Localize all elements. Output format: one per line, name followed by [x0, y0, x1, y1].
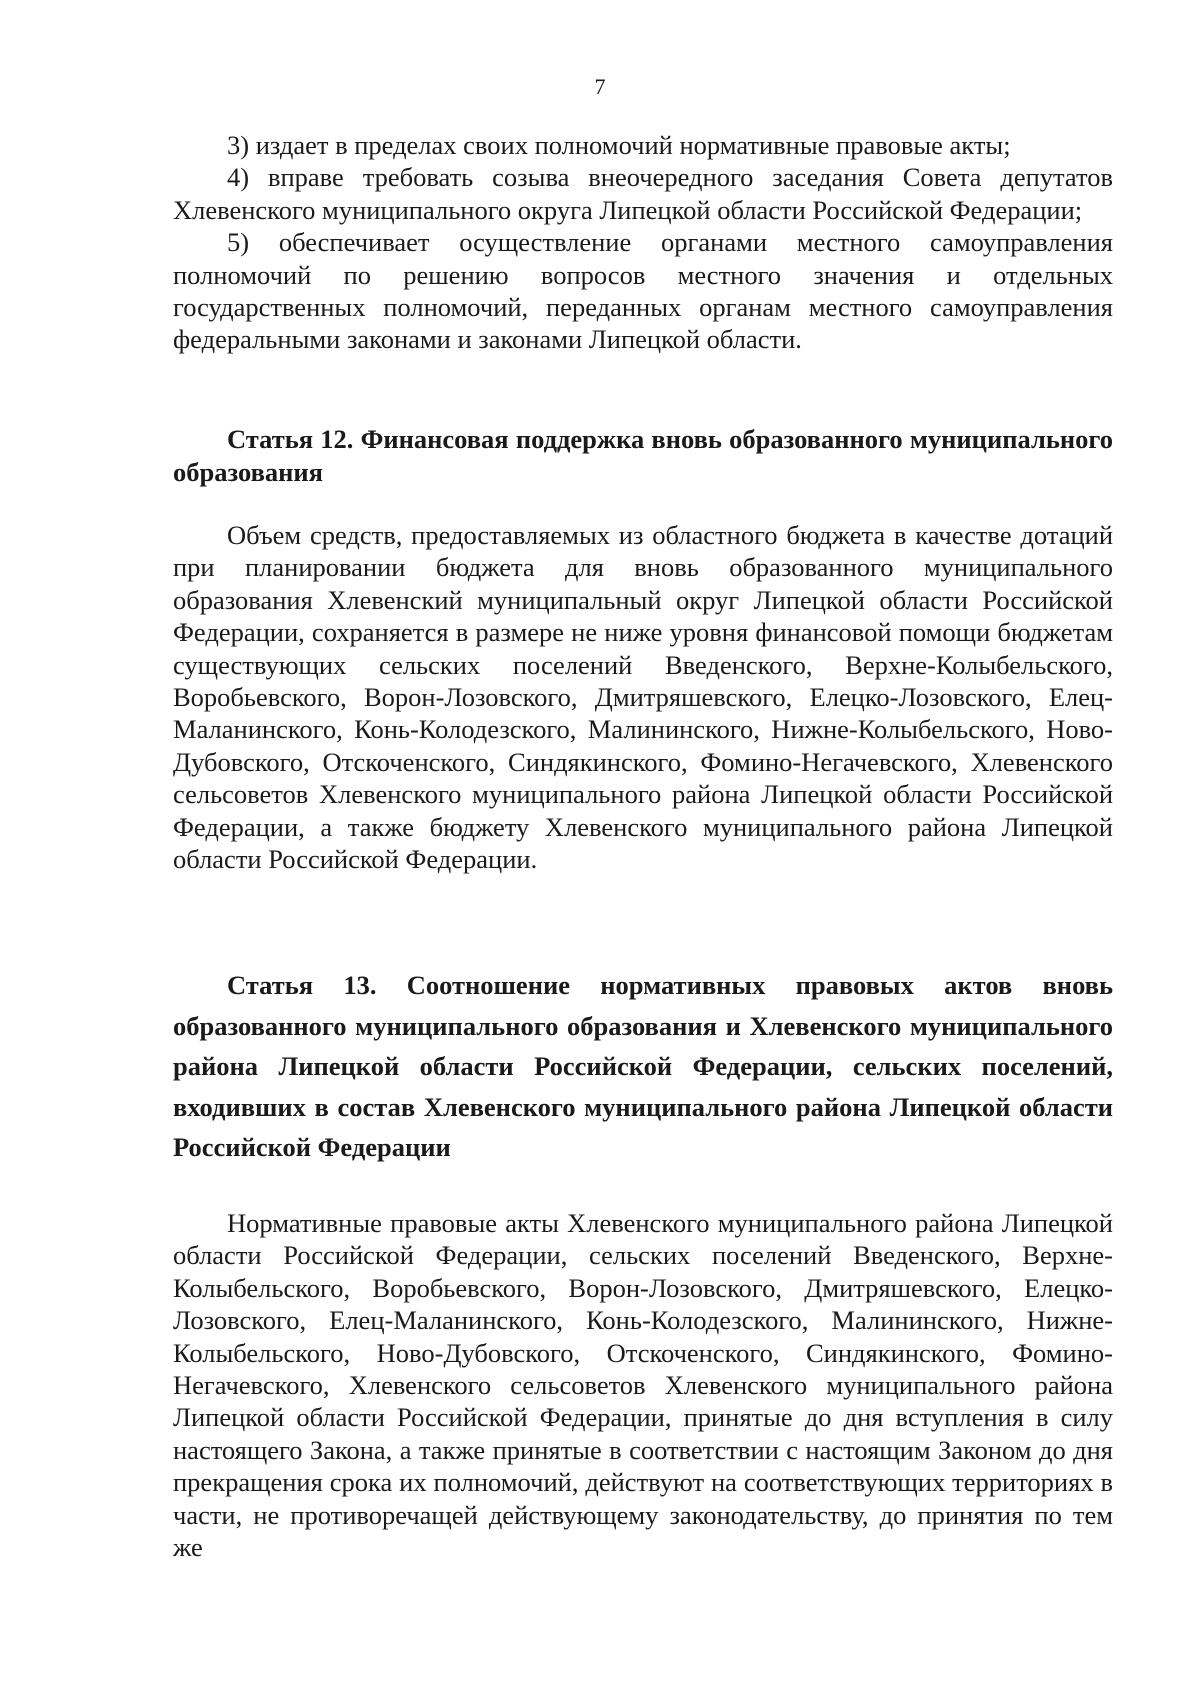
article-12-paragraph: Объем средств, предоставляемых из областного бюджета в качестве дотаций при планировании бюджета для вновь образованного муниципального образования Хлевенский муниципальный округ Липецкой области Российской Федерации, сохраняется в размере не ниже уровня финансовой помощи бюджетам существующих сельских поселений Введенского, Верхне-Колыбельского, Воробьевского, Ворон-Лозовского, Дмитряшевского, Елецко-Лозовского, Елец-Маланинского, Конь-Колодезского, Малининского, Нижне-Колыбельского, Ново-Дубовского, Отскоченского, Синдякинского, Фомино-Негачевского, Хлевенского сельсоветов Хлевенского муниципального района Липецкой области Российской Федерации, а также бюджету Хлевенского муниципального района Липецкой области Российской Федерации. [173, 520, 1113, 875]
page-number: 7 [594, 74, 606, 99]
article-13-heading: Статья 13. Соотношение нормативных правовых актов вновь образованного муниципального образования и Хлевенского муниципального района Липецкой области Российской Федерации, сельских поселений, входивших в состав Хлевенского муниципального района Липецкой области Российской Федерации [173, 970, 1113, 1162]
list-item: 5) обеспечивает осуществление органами местного самоуправления полномочий по решению вопросов местного значения и отдельных государственных полномочий, переданных органам местного самоуправления федеральными законами и законами Липецкой области. [173, 227, 1113, 355]
list-item: 4) вправе требовать созыва внеочередного заседания Совета депутатов Хлевенского муниципального округа Липецкой области Российской Федерации; [173, 162, 1113, 225]
article-12-heading: Статья 12. Финансовая поддержка вновь образованного муниципального образования [173, 424, 1113, 487]
article-13-body [173, 1207, 1113, 1563]
list-item: 3) издает в пределах своих полномочий нормативные правовые акты; [227, 130, 1011, 160]
article-13-paragraph: Нормативные правовые акты Хлевенского муниципального района Липецкой области Российской Федерации, сельских поселений Введенского, Верхне-Колыбельского, Воробьевского, Ворон-Лозовского, Дмитряшевского, Елецко-Лозовского, Елец-Маланинского, Конь-Колодезского, Малининского, Нижне-Колыбельского, Ново-Дубовского, Отскоченского, Синдякинского, Фомино-Негачевского, Хлевенского сельсоветов Хлевенского муниципального района Липецкой области Российской Федерации, принятые до дня вступления в силу настоящего Закона, а также принятые в соответствии с настоящим Законом до дня прекращения срока их полномочий, действуют на соответствующих территориях в части, не противоречащей действующему законодательству, до принятия по тем же [173, 1208, 1113, 1563]
article-12-body [173, 519, 1113, 875]
powers-list [173, 129, 1113, 356]
